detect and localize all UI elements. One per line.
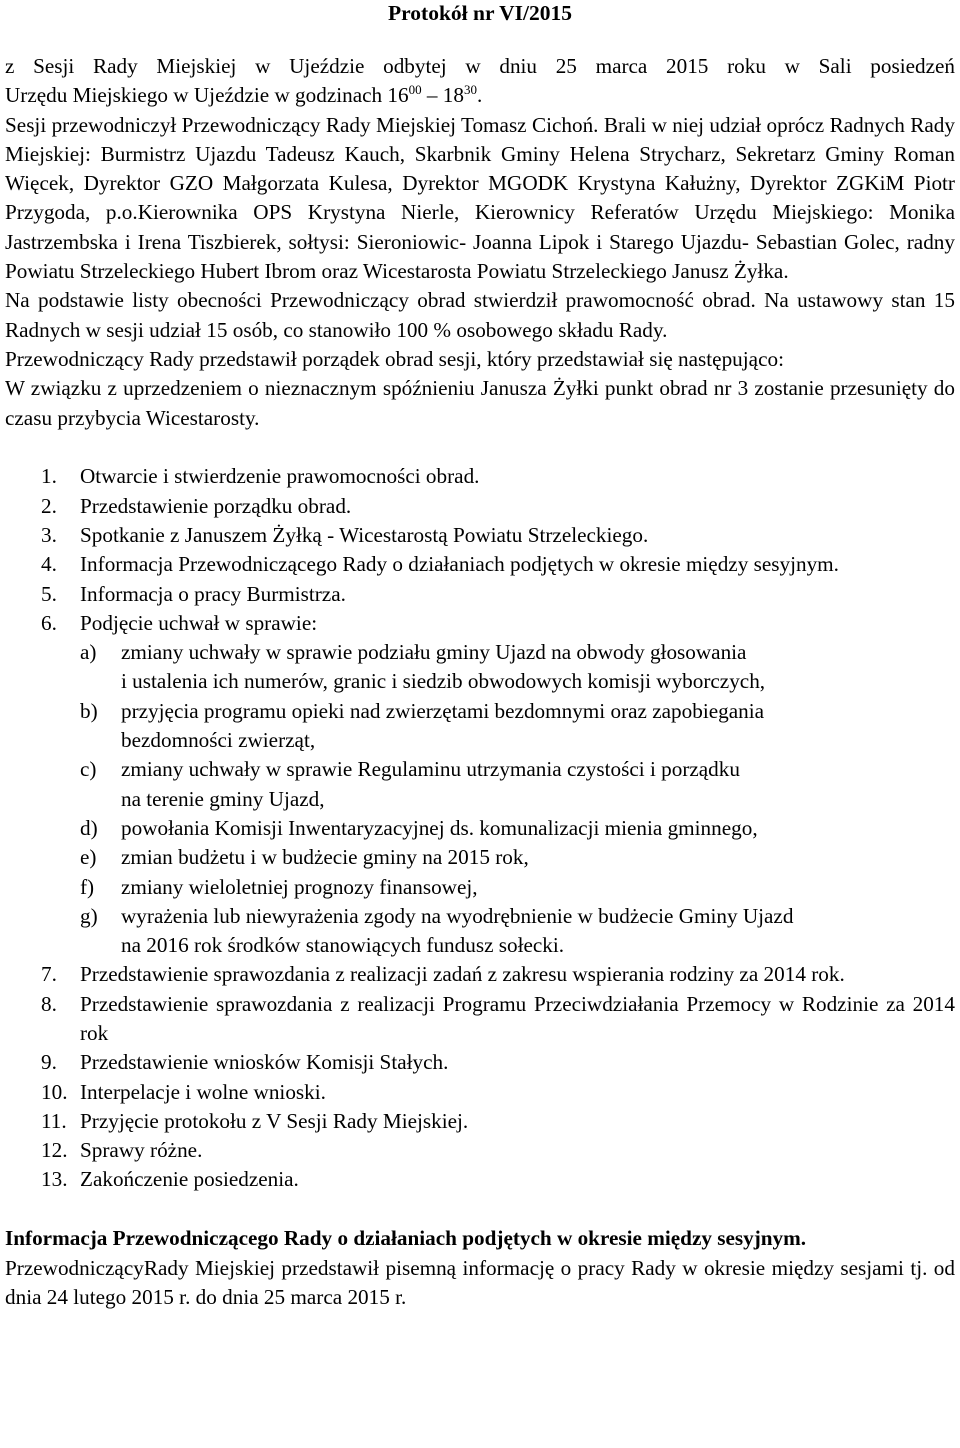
resolution-item	[80, 843, 955, 872]
resolution-letter: a)	[80, 640, 97, 665]
intro-line-1: z Sesji Rady Miejskiej w Ujeździe odbytej w dniu 25 marca 2015 roku w Sali posiedzeń	[5, 54, 955, 78]
resolution-letter: e)	[80, 845, 97, 870]
agenda-item-number: 7.	[41, 962, 57, 987]
agenda-note: W związku z uprzedzeniem o nieznacznym spóźnieniu Janusza Żyłki punkt obrad nr 3 zostanie przesunięty do czasu przybycia Wicestarosty.	[5, 376, 955, 430]
attendance-paragraph: Sesji przewodniczył Przewodniczący Rady Miejskiej Tomasz Cichoń. Brali w niej udział oprócz Radnych Rady Miejskiej: Burmistrz Ujazdu Tadeusz Kauch, Skarbnik Gminy Helena Strycharz, Sekretarz Gminy Roman Więcek, Dyrektor GZO Małgorzata Kulesa, Dyrektor MGODK Krystyna Kałużny, Dyrektor ZGKiM Piotr Przygoda, p.o.Kierownika OPS Krystyna Nierle, Kierownicy Referatów Urzędu Miejskiego: Monika Jastrzembska i Irena Tiszbierek, sołtysi: Sieroniowic- Joanna Lipok i Starego Ujazdu- Sebastian Golec, radny Powiatu Strzeleckiego Hubert Ibrom oraz Wicestarosta Powiatu Strzeleckiego Janusz Żyłka.	[5, 112, 955, 284]
quorum-paragraph: Na podstawie listy obecności Przewodniczący obrad stwierdził prawomocność obrad. Na ustawowy stan 15 Radnych w sesji udział 15 osób, co stanowiło 100 % osobowego składu Rady.	[5, 288, 955, 342]
agenda-item-text: Przedstawienie sprawozdania z realizacji zadań z zakresu wspierania rodziny za 2014 rok.	[80, 962, 845, 987]
agenda-item-number: 1.	[41, 464, 57, 489]
resolution-letter: f)	[80, 874, 95, 899]
resolution-line-2: bezdomności zwierząt,	[121, 728, 316, 753]
resolution-line-1: powołania Komisji Inwentaryzacyjnej ds. komunalizacji mienia gminnego,	[121, 815, 758, 840]
agenda-item	[5, 1078, 955, 1107]
agenda-item	[5, 990, 955, 1049]
agenda-item	[5, 492, 955, 521]
agenda-list	[5, 462, 955, 1194]
section-4-heading: Informacja Przewodniczącego Rady o działaniach podjętych w okresie między sesyjnym.	[5, 1226, 807, 1251]
resolution-item	[80, 814, 955, 843]
resolution-line-2: na 2016 rok środków stanowiących fundusz sołecki.	[121, 933, 565, 958]
resolution-line-2: na terenie gminy Ujazd,	[121, 786, 325, 811]
agenda-item-text: Spotkanie z Januszem Żyłką - Wicestarostą Powiatu Strzeleckiego.	[80, 522, 649, 547]
resolution-item	[80, 902, 955, 961]
resolution-letter: g)	[80, 903, 98, 928]
resolution-line-1: zmiany wieloletniej prognozy finansowej,	[121, 874, 478, 899]
agenda-item	[5, 521, 955, 550]
agenda-item-number: 10.	[41, 1079, 68, 1104]
agenda-item-number: 9.	[41, 1050, 57, 1075]
agenda-item	[5, 462, 955, 491]
agenda-item-text: Przedstawienie wniosków Komisji Stałych.	[80, 1050, 449, 1075]
resolution-letter: d)	[80, 815, 98, 840]
agenda-item-text: Przyjęcie protokołu z V Sesji Rady Miejskiej.	[80, 1108, 469, 1133]
agenda-item	[5, 550, 955, 579]
document-title: Protokół nr VI/2015	[388, 1, 572, 25]
spacer	[5, 1195, 955, 1225]
agenda-intro: Przewodniczący Rady przedstawił porządek obrad sesji, który przedstawiał się następująco:	[5, 346, 784, 371]
intro-hours-prefix: Urzędu Miejskiego w Ujeździe w godzinach 16	[5, 83, 409, 108]
agenda-item	[5, 1165, 955, 1194]
intro-line-2	[5, 81, 955, 110]
resolution-line-1: zmiany uchwały w sprawie Regulaminu utrzymania czystości i porządku	[121, 757, 740, 782]
resolution-letter: b)	[80, 698, 98, 723]
resolution-line-2: i ustalenia ich numerów, granic i siedzib obwodowych komisji wyborczych,	[121, 669, 766, 694]
agenda-item	[5, 1048, 955, 1077]
start-minutes: 00	[408, 82, 422, 98]
agenda-item	[5, 580, 955, 609]
agenda-item-number: 6.	[41, 610, 57, 635]
agenda-item-text: Otwarcie i stwierdzenie prawomocności obrad.	[80, 464, 480, 489]
resolution-item	[80, 638, 955, 697]
agenda-item	[5, 1136, 955, 1165]
agenda-item-number: 4.	[41, 552, 57, 577]
agenda-item-text: Zakończenie posiedzenia.	[80, 1167, 299, 1192]
resolution-letter: c)	[80, 757, 97, 782]
end-minutes: 30	[463, 82, 477, 98]
agenda-item-number: 2.	[41, 493, 57, 518]
agenda-item-text: Przedstawienie sprawozdania z realizacji Programu Przeciwdziałania Przemocy w Rodzinie za 2014 rok	[80, 991, 955, 1045]
document-page	[5, 0, 955, 1312]
agenda-item	[5, 609, 955, 961]
agenda-item-number: 5.	[41, 581, 57, 606]
agenda-item-text: Informacja Przewodniczącego Rady o działaniach podjętych w okresie między sesyjnym.	[80, 552, 839, 577]
agenda-item-number: 3.	[41, 522, 57, 547]
agenda-item-text: Sprawy różne.	[80, 1138, 203, 1163]
resolution-line-1: wyrażenia lub niewyrażenia zgody na wyodrębnienie w budżecie Gminy Ujazd	[121, 903, 794, 928]
spacer	[5, 433, 955, 463]
agenda-item-text: Informacja o pracy Burmistrza.	[80, 581, 346, 606]
resolution-item	[80, 873, 955, 902]
agenda-item-number: 12.	[41, 1138, 68, 1163]
resolution-line-1: zmiany uchwały w sprawie podziału gminy Ujazd na obwody głosowania	[121, 640, 747, 665]
resolution-item	[80, 697, 955, 756]
agenda-item-number: 8.	[41, 991, 57, 1016]
agenda-item-text: Podjęcie uchwał w sprawie:	[80, 610, 318, 635]
resolutions-list	[80, 638, 955, 960]
agenda-item-number: 13.	[41, 1167, 68, 1192]
intro-hours-dash: – 18	[421, 83, 464, 108]
agenda-item	[5, 1107, 955, 1136]
resolution-item	[80, 755, 955, 814]
section-4-body: PrzewodniczącyRady Miejskiej przedstawił pisemną informację o pracy Rady w okresie między sesjami tj. od dnia 24 lutego 2015 r. do dnia 25 marca 2015 r.	[5, 1255, 955, 1309]
resolution-line-1: przyjęcia programu opieki nad zwierzętami bezdomnymi oraz zapobiegania	[121, 698, 764, 723]
agenda-item	[5, 960, 955, 989]
agenda-item-number: 11.	[41, 1108, 67, 1133]
agenda-item-text: Interpelacje i wolne wnioski.	[80, 1079, 326, 1104]
resolution-line-1: zmian budżetu i w budżecie gminy na 2015 rok,	[121, 845, 529, 870]
agenda-item-text: Przedstawienie porządku obrad.	[80, 493, 352, 518]
intro-hours-end: .	[476, 83, 483, 108]
